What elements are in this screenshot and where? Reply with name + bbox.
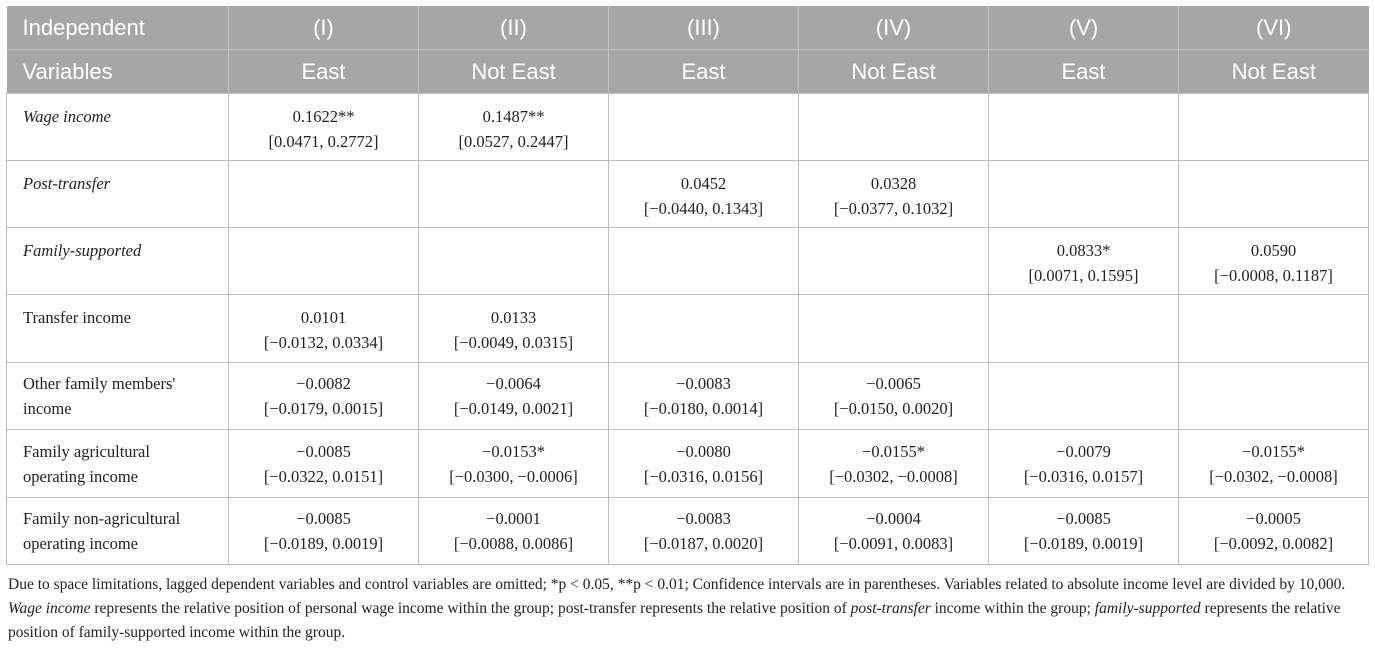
table-cell — [419, 498, 609, 565]
header-col-3-group: East — [609, 50, 799, 94]
table-cell — [419, 363, 609, 430]
table-cell — [989, 430, 1179, 498]
table-cell — [1179, 498, 1369, 565]
footnote-text-4: represents the relative position of family-supported income within the group. — [8, 600, 1341, 641]
coefficient: −0.0155* — [1242, 441, 1305, 461]
table-cell — [229, 295, 419, 363]
table-cell — [609, 228, 799, 295]
table-cell — [229, 430, 419, 498]
confidence-interval: [0.0527, 0.2447] — [458, 132, 569, 151]
coefficient: −0.0005 — [1246, 509, 1301, 528]
table-cell — [1179, 161, 1369, 228]
table-cell — [419, 295, 609, 363]
coefficient: 0.1622** — [292, 107, 355, 126]
table-cell — [1179, 295, 1369, 363]
table-cell — [609, 430, 799, 498]
table-cell — [229, 161, 419, 228]
row-label-wage-income: Wage income — [7, 94, 229, 161]
coefficient: 0.0833* — [1056, 241, 1111, 260]
coefficient: 0.0590 — [1250, 241, 1297, 260]
coefficient: −0.0085 — [296, 441, 351, 461]
table-row — [7, 430, 1369, 498]
footnote-text-3: income within the group; — [930, 600, 1095, 617]
confidence-interval: [−0.0189, 0.0019] — [1023, 534, 1144, 553]
coefficient: 0.0133 — [490, 308, 537, 327]
table-row — [7, 94, 1369, 161]
table-cell — [419, 94, 609, 161]
confidence-interval: [−0.0316, 0.0156] — [643, 466, 764, 486]
table-cell — [1179, 228, 1369, 295]
table-cell — [419, 161, 609, 228]
table-cell — [229, 363, 419, 430]
table-cell — [1179, 363, 1369, 430]
row-label-post-transfer: Post-transfer — [7, 161, 229, 228]
coefficient: 0.1487** — [482, 107, 545, 126]
row-label-family-agricultural-income — [7, 430, 229, 498]
header-col-6-num: (VI) — [1179, 6, 1369, 50]
table-cell — [1179, 430, 1369, 498]
table-cell — [799, 498, 989, 565]
confidence-interval: [−0.0132, 0.0334] — [263, 333, 384, 352]
table-cell — [229, 498, 419, 565]
table-footnote — [6, 573, 1370, 645]
confidence-interval: [−0.0300, −0.0006] — [449, 466, 578, 486]
coefficient: −0.0085 — [1056, 509, 1111, 528]
table-cell — [799, 295, 989, 363]
header-col-1-group: East — [229, 50, 419, 94]
table-row — [7, 228, 1369, 295]
confidence-interval: [0.0071, 0.1595] — [1028, 266, 1139, 285]
regression-table — [6, 6, 1369, 565]
row-label-family-supported: Family-supported — [7, 228, 229, 295]
header-col-2-group: Not East — [419, 50, 609, 94]
table-cell — [419, 228, 609, 295]
coefficient: −0.0153* — [482, 441, 545, 461]
table-cell — [609, 94, 799, 161]
table-cell — [799, 228, 989, 295]
footnote-italic-wage-income: Wage income — [8, 600, 91, 617]
header-col-3-num: (III) — [609, 6, 799, 50]
header-col-5-num: (V) — [989, 6, 1179, 50]
header-col-4-num: (IV) — [799, 6, 989, 50]
coefficient: −0.0083 — [676, 509, 731, 528]
coefficient: −0.0080 — [676, 441, 731, 461]
table-cell — [229, 94, 419, 161]
table-cell — [799, 430, 989, 498]
regression-table-figure — [6, 6, 1368, 645]
coefficient: −0.0082 — [296, 374, 351, 393]
confidence-interval: [−0.0187, 0.0020] — [643, 534, 764, 553]
confidence-interval: [−0.0322, 0.0151] — [263, 466, 384, 486]
coefficient: −0.0064 — [486, 374, 541, 393]
confidence-interval: [−0.0088, 0.0086] — [453, 534, 574, 553]
confidence-interval: [−0.0179, 0.0015] — [263, 399, 384, 418]
coefficient: −0.0083 — [676, 374, 731, 393]
table-cell — [609, 161, 799, 228]
table-cell — [609, 498, 799, 565]
confidence-interval: [−0.0189, 0.0019] — [263, 534, 384, 553]
table-cell — [419, 430, 609, 498]
table-row — [7, 363, 1369, 430]
confidence-interval: [−0.0440, 0.1343] — [643, 199, 764, 218]
confidence-interval: [−0.0092, 0.0082] — [1213, 534, 1334, 553]
table-cell — [799, 94, 989, 161]
confidence-interval: [−0.0149, 0.0021] — [453, 399, 574, 418]
confidence-interval: [−0.0316, 0.0157] — [1023, 466, 1144, 486]
table-row — [7, 498, 1369, 565]
coefficient: 0.0452 — [680, 174, 727, 193]
header-row-groups — [7, 50, 1369, 94]
header-row-numbers — [7, 6, 1369, 50]
header-col-1-num: (I) — [229, 6, 419, 50]
coefficient: −0.0001 — [486, 509, 541, 528]
confidence-interval: [−0.0091, 0.0083] — [833, 534, 954, 553]
confidence-interval: [−0.0302, −0.0008] — [1209, 466, 1338, 486]
table-cell — [1179, 94, 1369, 161]
row-label-line2: operating income — [23, 534, 139, 553]
table-cell — [609, 363, 799, 430]
confidence-interval: [−0.0150, 0.0020] — [833, 399, 954, 418]
row-label-line2: operating income — [23, 466, 139, 486]
row-label-family-non-agricultural-income — [7, 498, 229, 565]
coefficient: 0.0328 — [870, 174, 917, 193]
coefficient: −0.0065 — [866, 374, 921, 393]
confidence-interval: [−0.0008, 0.1187] — [1214, 266, 1333, 285]
table-cell — [989, 161, 1179, 228]
table-cell — [799, 161, 989, 228]
table-cell — [989, 94, 1179, 161]
table-cell — [989, 498, 1179, 565]
coefficient: −0.0155* — [862, 441, 925, 461]
header-col-6-group: Not East — [1179, 50, 1369, 94]
confidence-interval: [0.0471, 0.2772] — [268, 132, 379, 151]
confidence-interval: [−0.0302, −0.0008] — [829, 466, 958, 486]
row-label-line2: income — [23, 399, 72, 418]
table-cell — [799, 363, 989, 430]
table-cell — [989, 228, 1179, 295]
row-label-line1: Other family members' — [23, 374, 176, 393]
coefficient: −0.0004 — [866, 509, 921, 528]
coefficient: −0.0085 — [296, 509, 351, 528]
footnote-italic-family-supported: family-supported — [1094, 600, 1201, 617]
header-variables-line2: Variables — [7, 50, 229, 94]
confidence-interval: [−0.0180, 0.0014] — [643, 399, 764, 418]
confidence-interval: [−0.0377, 0.1032] — [833, 199, 954, 218]
footnote-text-2: represents the relative position of personal wage income within the group; post-transfer represents the relative position of — [90, 600, 851, 617]
footnote-italic-post-transfer: post-transfer — [850, 600, 931, 617]
header-col-4-group: Not East — [799, 50, 989, 94]
row-label-line1: Family agricultural — [23, 441, 150, 461]
coefficient: −0.0079 — [1056, 441, 1111, 461]
table-cell — [229, 228, 419, 295]
table-row — [7, 295, 1369, 363]
table-cell — [989, 363, 1179, 430]
coefficient: 0.0101 — [300, 308, 347, 327]
footnote-text-1: Due to space limitations, lagged dependent variables and control variables are omitted; *p < 0.05, **p < 0.01; Confidence intervals are in parentheses. Variables related to absolute income level are divided by 10,000. — [8, 576, 1346, 593]
row-label-transfer-income: Transfer income — [7, 295, 229, 363]
row-label-other-family-income — [7, 363, 229, 430]
header-col-5-group: East — [989, 50, 1179, 94]
confidence-interval: [−0.0049, 0.0315] — [453, 333, 574, 352]
table-row — [7, 161, 1369, 228]
table-cell — [609, 295, 799, 363]
header-col-2-num: (II) — [419, 6, 609, 50]
row-label-line1: Family non-agricultural — [23, 509, 181, 528]
table-cell — [989, 295, 1179, 363]
header-variables-line1: Independent — [7, 6, 229, 50]
